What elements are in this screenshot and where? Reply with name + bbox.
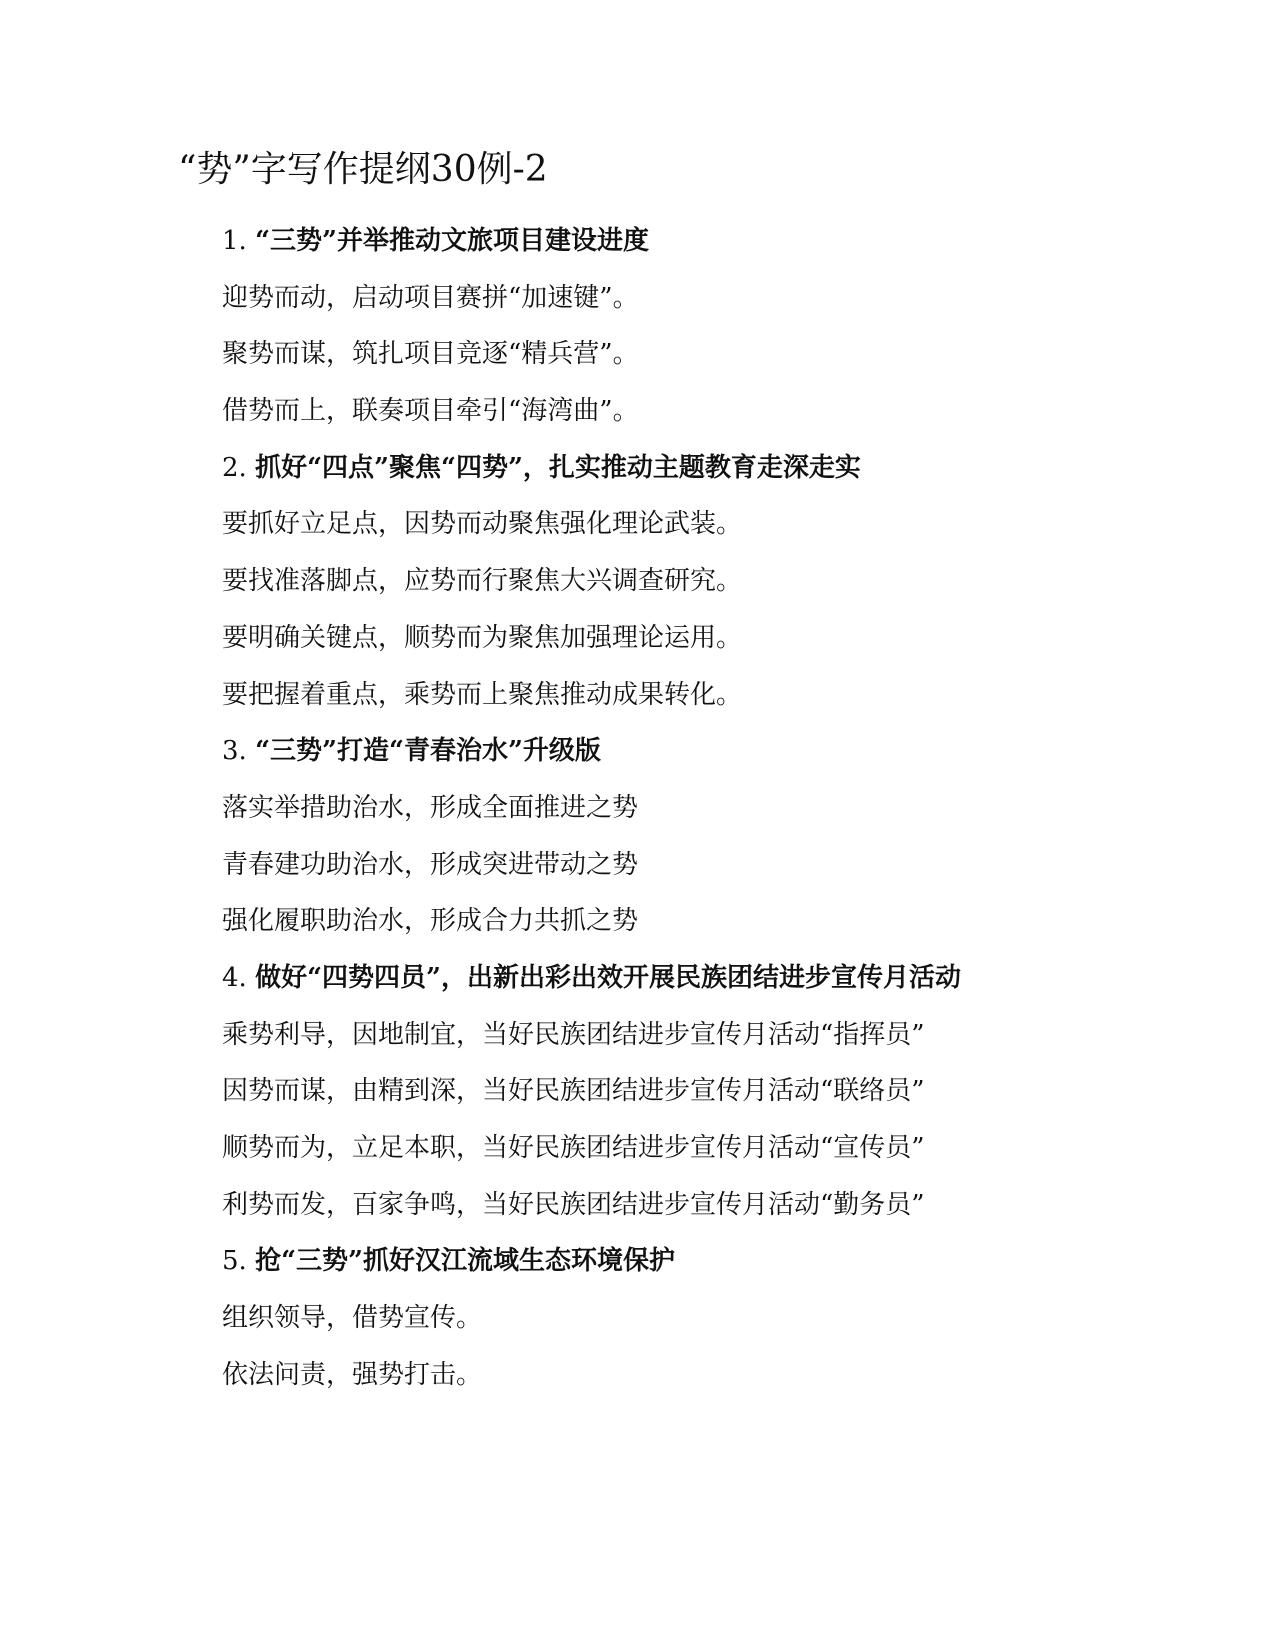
section-heading-2 (222, 440, 1222, 497)
section-number: 1. (222, 226, 256, 256)
section-1-item: 迎势而动，启动项目赛拼“加速键”。 (222, 282, 639, 313)
section-number: 3. (222, 736, 256, 767)
section-3-item: 落实举措助治水，形成全面推进之势 (222, 792, 639, 823)
section-heading-text: 抢“三势”抓好汉江流域生态环境保护 (255, 1246, 675, 1277)
section-heading-text: “三势”并举推动文旅项目建设进度 (255, 226, 649, 256)
document-title: “势”字写作提纲30例-2 (178, 149, 548, 190)
section-number: 4. (222, 962, 256, 993)
section-5-item: 依法问责，强势打击。 (222, 1359, 483, 1390)
section-4-item: 乘势利导，因地制宜，当好民族团结进步宣传月活动“指挥员” (222, 1019, 925, 1050)
section-heading-3 (222, 723, 1222, 780)
section-5-item: 组织领导，借势宣传。 (222, 1303, 483, 1334)
section-3-item: 强化履职助治水，形成合力共抓之势 (222, 906, 639, 937)
section-4-item: 利势而发，百家争鸣，当好民族团结进步宣传月活动“勤务员” (222, 1189, 925, 1220)
section-heading-1 (222, 213, 1222, 270)
section-4-item: 顺势而为，立足本职，当好民族团结进步宣传月活动“宣传员” (222, 1133, 925, 1163)
section-4-item: 因势而谋，由精到深，当好民族团结进步宣传月活动“联络员” (222, 1076, 925, 1107)
section-heading-text: “三势”打造“青春治水”升级版 (255, 736, 601, 767)
section-2-item: 要把握着重点，乘势而上聚焦推动成果转化。 (222, 679, 743, 710)
section-1-item: 借势而上，联奏项目牵引“海湾曲”。 (222, 396, 639, 427)
section-2-item: 要抓好立足点，因势而动聚焦强化理论武装。 (222, 509, 743, 540)
section-3-item: 青春建功助治水，形成突进带动之势 (222, 849, 639, 880)
section-number: 5. (222, 1246, 256, 1277)
section-1-item: 聚势而谋，筑扎项目竞逐“精兵营”。 (222, 339, 639, 370)
section-heading-text: 做好“四势四员”，出新出彩出效开展民族团结进步宣传月活动 (255, 962, 961, 993)
outline-body (222, 213, 1222, 1403)
section-heading-4 (222, 950, 1222, 1007)
section-2-item: 要找准落脚点，应势而行聚焦大兴调查研究。 (222, 566, 743, 597)
section-number: 2. (222, 452, 256, 483)
section-heading-5 (222, 1233, 1222, 1290)
section-heading-text: 抓好“四点”聚焦“四势”，扎实推动主题教育走深走实 (255, 452, 861, 483)
section-2-item: 要明确关键点，顺势而为聚焦加强理论运用。 (222, 622, 743, 653)
